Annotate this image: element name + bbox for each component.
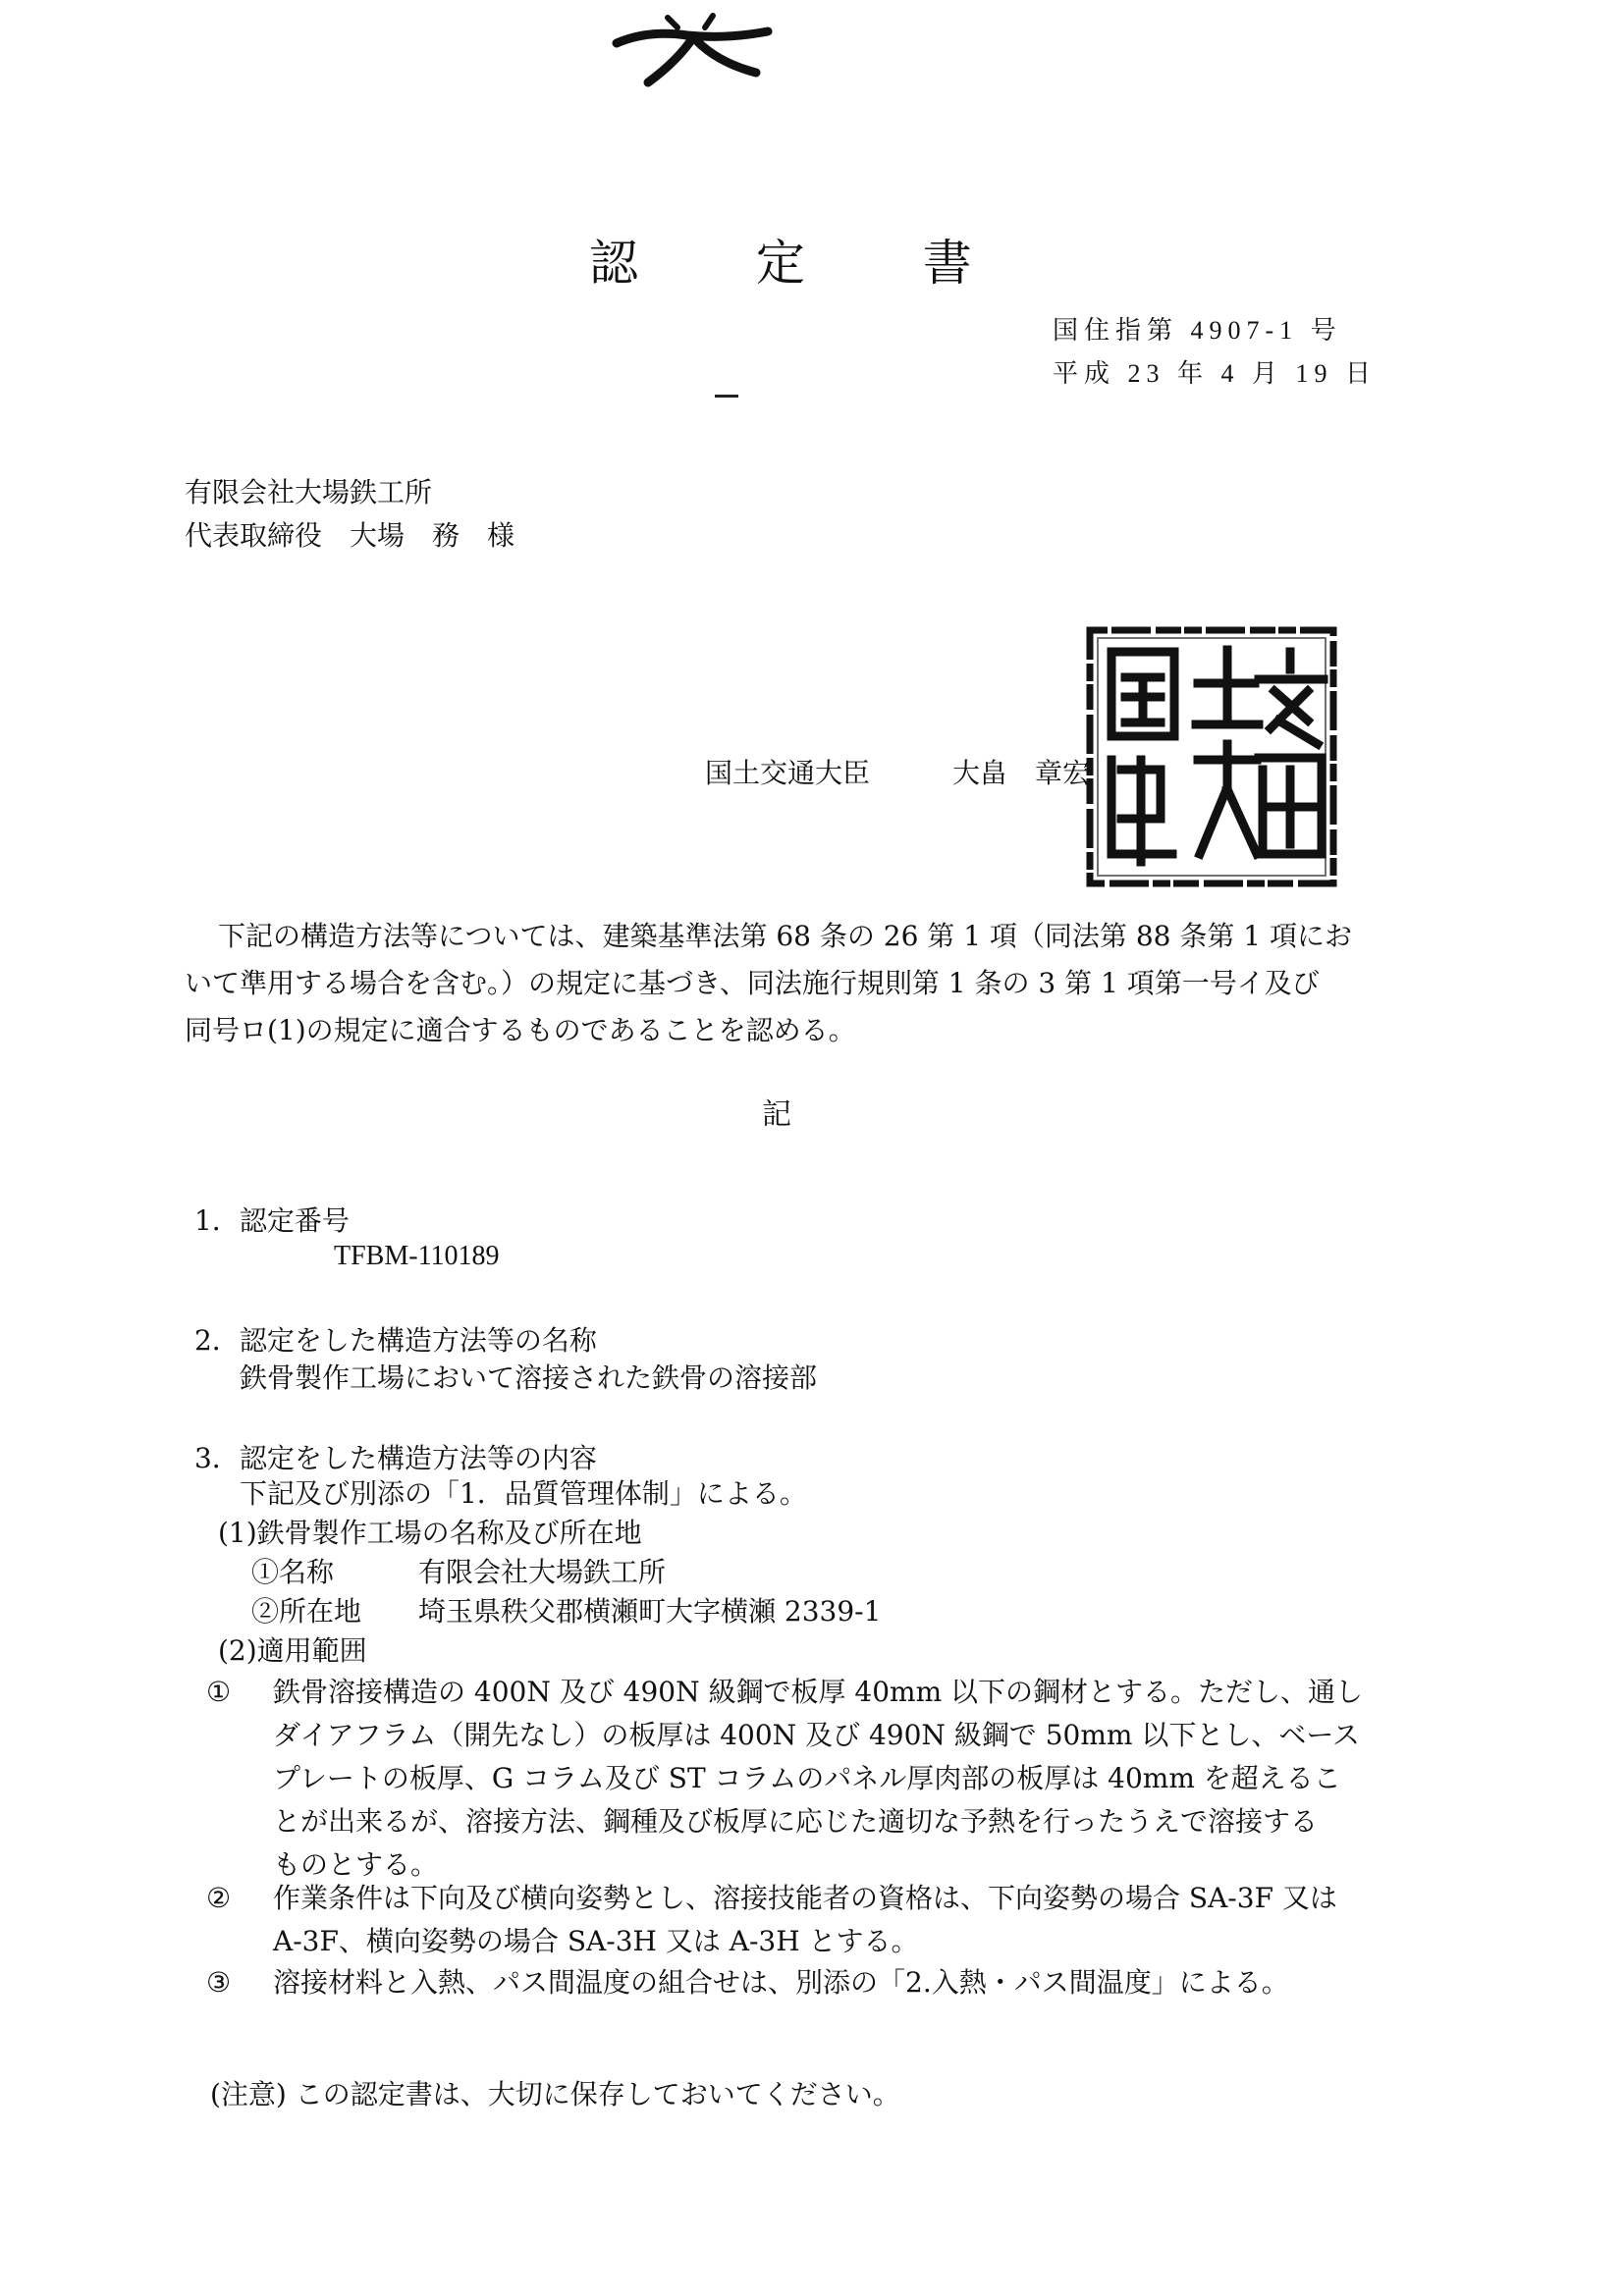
caution-note: (注意) この認定書は、大切に保存しておいてください。 xyxy=(210,2078,900,2110)
addressee-person: 代表取締役 大場 務 様 xyxy=(185,519,515,552)
handwritten-mark xyxy=(609,10,776,88)
scope-line: 作業条件は下向及び横向姿勢とし、溶接技能者の資格は、下向姿勢の場合 SA-3F 又は xyxy=(273,1882,1337,1914)
scope-line: A-3F、横向姿勢の場合 SA-3H 又は A-3H とする。 xyxy=(273,1925,919,1957)
factory-location-value: 埼玉県秩父郡横瀬町大字横瀬 2339-1 xyxy=(418,1595,882,1628)
document-number: 国住指第 4907-1 号 xyxy=(1053,316,1342,345)
addressee-company: 有限会社大場鉄工所 xyxy=(185,476,433,508)
scope-line: プレートの板厚、G コラム及び ST コラムのパネル厚肉部の板厚は 40mm を超えるこ xyxy=(273,1762,1341,1794)
scope-line: 溶接材料と入熱、パス間温度の組合せは、別添の「2.入熱・パス間温度」による。 xyxy=(273,1966,1289,1999)
section-1-heading: 1．認定番号 xyxy=(194,1204,350,1237)
document-title: 認 定 書 xyxy=(589,235,1023,292)
scope-line: とが出来るが、溶接方法、鋼種及び板厚に応じた適切な予熱を行ったうえで溶接する xyxy=(273,1805,1319,1838)
item-marker: ① xyxy=(206,1676,232,1708)
scope-item xyxy=(206,1961,1402,2004)
issuer-title: 国土交通大臣 xyxy=(705,757,871,789)
factory-name-value: 有限会社大場鉄工所 xyxy=(418,1556,667,1588)
body-line: 同号ロ(1)の規定に適合するものであることを認める。 xyxy=(185,1014,856,1046)
subsection-2-heading: (2)適用範囲 xyxy=(218,1634,367,1667)
factory-name-label: ①名称 xyxy=(251,1556,335,1588)
subsection-1-heading: (1)鉄骨製作工場の名称及び所在地 xyxy=(218,1517,642,1549)
factory-location-label: ②所在地 xyxy=(251,1595,362,1628)
body-line: 下記の構造方法等については、建築基準法第 68 条の 26 第 1 項（同法第 88 条第 1 項にお xyxy=(218,920,1352,952)
item-marker: ③ xyxy=(206,1966,232,1999)
document-date: 平成 23 年 4 月 19 日 xyxy=(1053,359,1378,388)
issuer-name: 大畠 章宏 xyxy=(952,757,1091,789)
section-3-intro: 下記及び別添の「1．品質管理体制」による。 xyxy=(240,1477,807,1510)
scope-line: ものとする。 xyxy=(273,1848,439,1881)
method-name: 鉄骨製作工場において溶接された鉄骨の溶接部 xyxy=(240,1362,818,1394)
scope-item xyxy=(206,1877,1402,1963)
scope-line: 鉄骨溶接構造の 400N 及び 490N 級鋼で板厚 40mm 以下の鋼材とする。ただし、通し xyxy=(273,1676,1364,1708)
item-marker: ② xyxy=(206,1882,232,1914)
scope-line: ダイアフラム（開先なし）の板厚は 400N 及び 490N 級鋼で 50mm 以下とし、ベース xyxy=(273,1719,1360,1751)
official-seal xyxy=(1082,622,1341,891)
dash-mark xyxy=(715,395,738,398)
scope-item xyxy=(206,1671,1402,1887)
section-2-heading: 2．認定をした構造方法等の名称 xyxy=(194,1324,597,1357)
section-3-heading: 3．認定をした構造方法等の内容 xyxy=(194,1442,597,1474)
certification-number: TFBM-110189 xyxy=(334,1241,500,1271)
body-paragraph xyxy=(185,913,1402,1054)
ki-heading: 記 xyxy=(762,1097,791,1132)
body-line: いて準用する場合を含む。）の規定に基づき、同法施行規則第 1 条の 3 第 1 項第一号イ及び xyxy=(185,967,1320,999)
